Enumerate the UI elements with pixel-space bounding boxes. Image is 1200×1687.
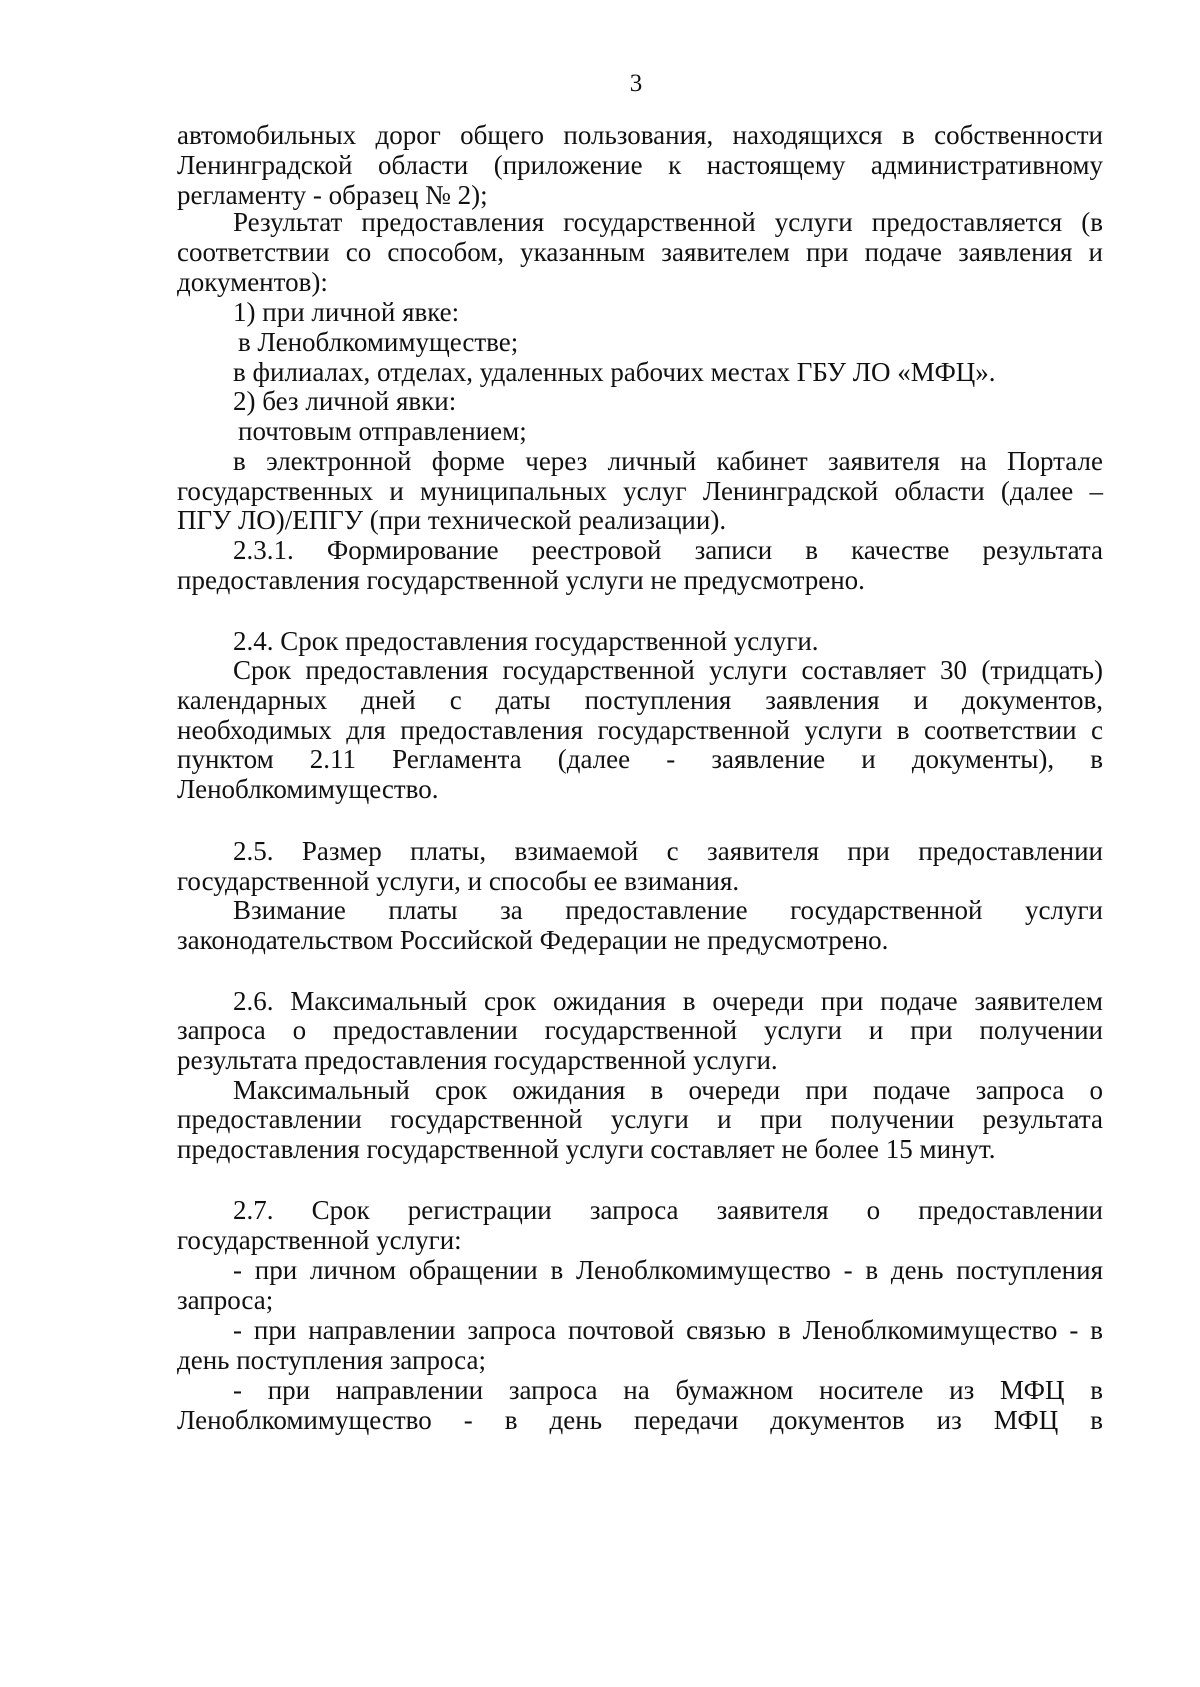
text-line: Срок предоставления государственной услуги составляет 30 (тридцать) [233, 655, 1103, 685]
text-line: Взимание платы за предоставление государственной услуги [233, 895, 1103, 925]
text-line: законодательством Российской Федерации не предусмотрено. [177, 925, 889, 955]
text-line: 2.3.1. Формирование реестровой записи в качестве результата [233, 535, 1103, 565]
text-line: Результат предоставления государственной услуги предоставляется (в [233, 207, 1103, 237]
section-heading: 2.5. Размер платы, взимаемой с заявителя при предоставлении [233, 836, 1103, 866]
text-line: документов): [177, 267, 328, 297]
text-line: 2) без личной явки: [233, 386, 457, 416]
text-line: запроса о предоставлении государственной услуги и при получении [177, 1015, 1103, 1045]
section-heading: 2.6. Максимальный срок ожидания в очереди при подаче заявителем [233, 986, 1103, 1016]
page-number: 3 [629, 70, 643, 97]
text-line: Леноблкомимущество - в день передачи документов из МФЦ в [177, 1405, 1103, 1435]
text-line: - при личном обращении в Леноблкомимущество - в день поступления [233, 1255, 1103, 1285]
text-line: предоставлении государственной услуги и при получении результата [177, 1104, 1103, 1134]
text-line: государственной услуги: [177, 1225, 462, 1255]
text-line: Максимальный срок ожидания в очереди при подаче запроса о [233, 1075, 1103, 1105]
text-line: государственной услуги, и способы ее взимания. [177, 866, 740, 896]
text-line: государственных и муниципальных услуг Ленинградской области (далее – [177, 476, 1103, 506]
text-line: 1) при личной явке: [233, 297, 460, 327]
text-line: почтовым отправлением; [238, 416, 527, 446]
text-line: в Леноблкомимуществе; [238, 327, 519, 357]
text-line: календарных дней с даты поступления заявления и документов, [177, 685, 1103, 715]
text-line: необходимых для предоставления государственной услуги в соответствии с [177, 715, 1103, 745]
text-line: - при направлении запроса почтовой связью в Леноблкомимущество - в [233, 1315, 1103, 1345]
text-line: запроса; [177, 1285, 274, 1315]
text-line: результата предоставления государственной услуги. [177, 1045, 778, 1075]
text-line: ПГУ ЛО)/ЕПГУ (при технической реализации). [177, 505, 727, 535]
text-line: в электронной форме через личный кабинет заявителя на Портале [233, 446, 1103, 476]
text-line: соответствии со способом, указанным заявителем при подаче заявления и [177, 237, 1103, 267]
text-line: день поступления запроса; [177, 1345, 486, 1375]
text-line: предоставления государственной услуги не предусмотрено. [177, 565, 865, 595]
text-line: - при направлении запроса на бумажном носителе из МФЦ в [233, 1375, 1103, 1405]
text-line: регламенту - образец № 2); [177, 180, 488, 210]
text-line: предоставления государственной услуги составляет не более 15 минут. [177, 1134, 996, 1164]
text-line: Ленинградской области (приложение к настоящему административному [177, 150, 1103, 180]
text-line: Леноблкомимущество. [177, 774, 439, 804]
section-heading: 2.7. Срок регистрации запроса заявителя о предоставлении [233, 1195, 1103, 1225]
text-line: в филиалах, отделах, удаленных рабочих местах ГБУ ЛО «МФЦ». [233, 357, 996, 387]
section-heading: 2.4. Срок предоставления государственной услуги. [233, 626, 819, 656]
text-line: автомобильных дорог общего пользования, находящихся в собственности [177, 120, 1103, 150]
text-line: пунктом 2.11 Регламента (далее - заявление и документы), в [177, 744, 1103, 774]
